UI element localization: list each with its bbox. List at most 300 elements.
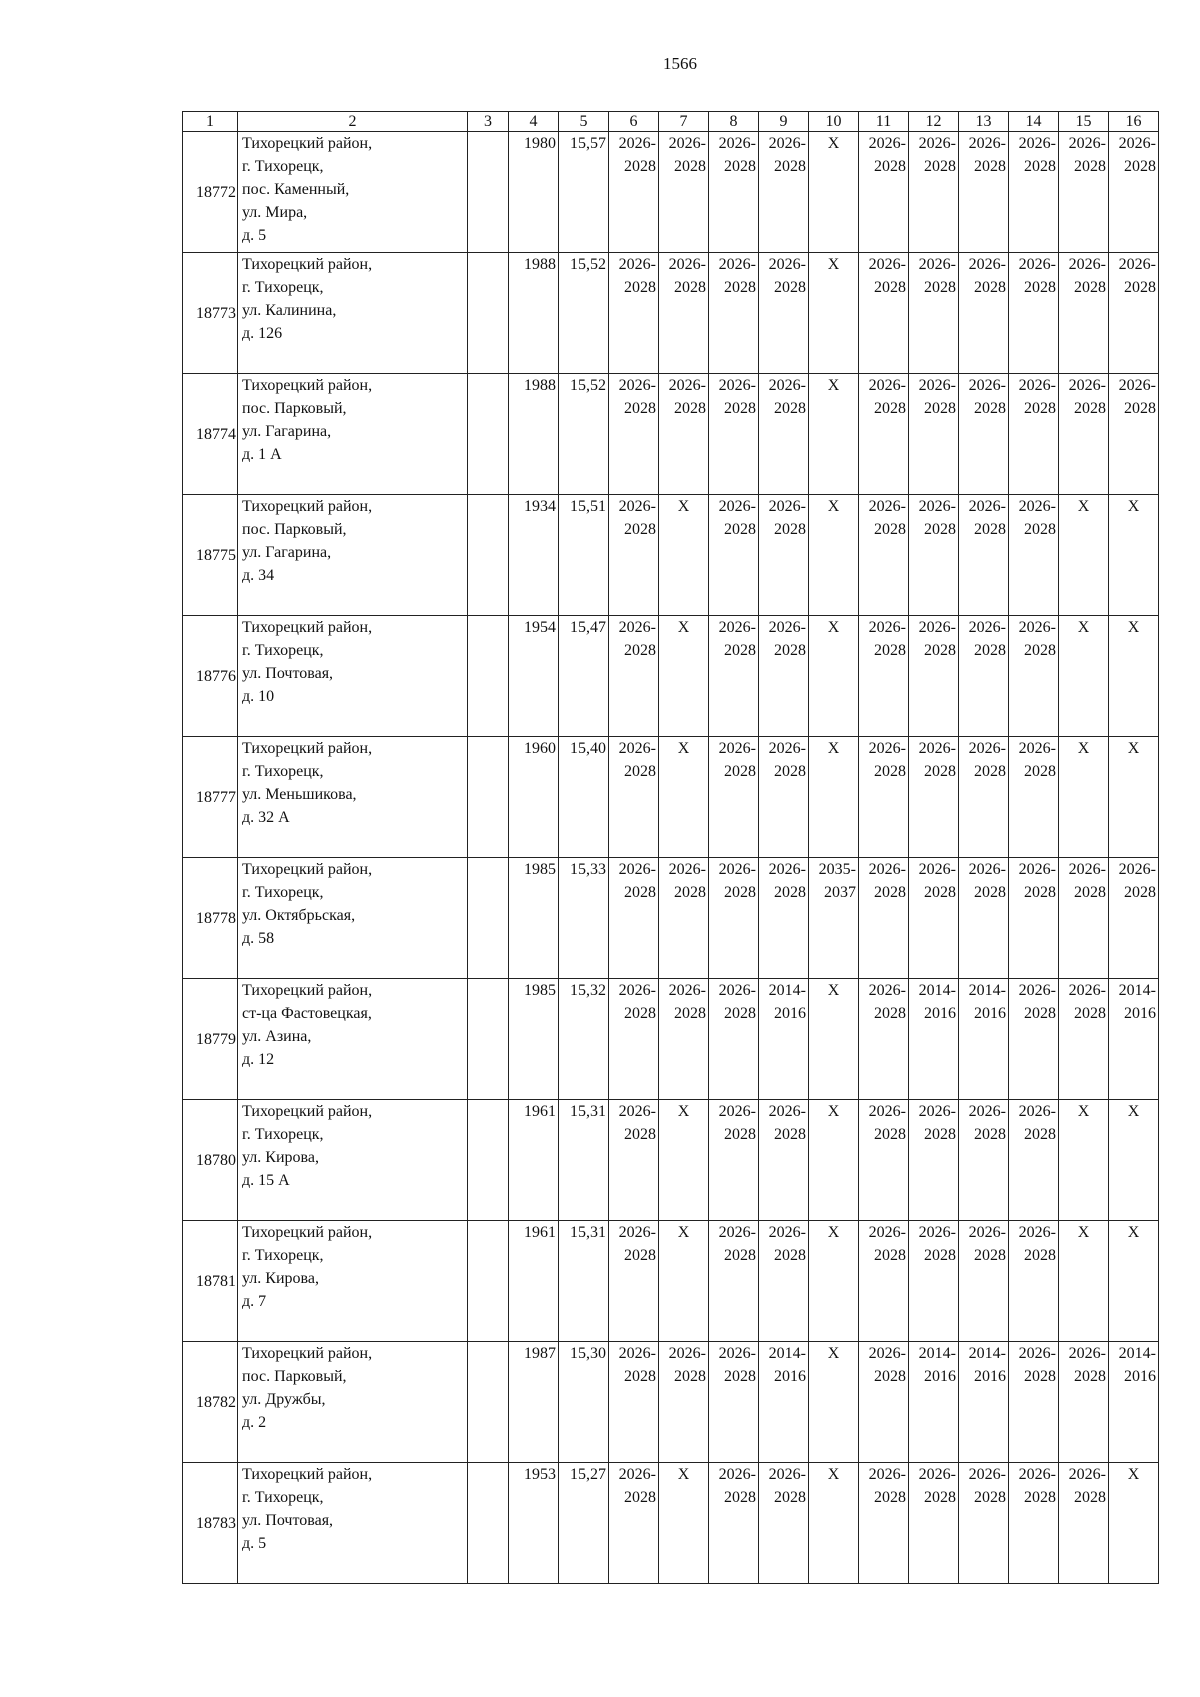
period-cell [659,1221,709,1342]
period-line: 2026- [1068,377,1106,394]
period-line: 2028 [974,400,1006,417]
address-line: ул. Почтовая, [242,1512,334,1529]
period-line: 2028 [1074,158,1106,175]
period-cell [709,1221,759,1342]
period-line: 2026- [918,619,956,636]
period-line: 2028 [1024,158,1056,175]
period-cell [659,1342,709,1463]
period-line: 2026- [618,135,656,152]
period-line: 2028 [1124,158,1156,175]
period-cell [609,1463,659,1584]
period-cell [759,979,809,1100]
period-line: 2026- [918,377,956,394]
period-line: X [677,619,690,636]
period-line: 2026- [768,740,806,757]
period-line: 2026- [718,1466,756,1483]
period-cell [1009,1100,1059,1221]
period-line: 2026- [618,1224,656,1241]
period-cell [909,616,959,737]
period-line: 2016 [1124,1005,1156,1022]
period-cell [859,616,909,737]
period-cell [759,1342,809,1463]
address-cell [238,374,468,495]
period-line: 2028 [924,642,956,659]
period-line: 2026- [1118,377,1156,394]
period-cell [759,616,809,737]
period-cell [909,858,959,979]
period-cell [1109,253,1159,374]
column-number-10: 10 [809,112,859,132]
period-cell [1059,858,1109,979]
period-line: 2026- [918,1466,956,1483]
period-line: X [1077,1103,1090,1120]
period-line: 2028 [724,1126,756,1143]
column-number-8: 8 [709,112,759,132]
period-line: 2028 [874,521,906,538]
period-cell [959,616,1009,737]
period-line: 2026- [868,256,906,273]
record-id: 18781 [183,1221,238,1342]
period-line: 2016 [974,1368,1006,1385]
period-cell [709,616,759,737]
address-line: Тихорецкий район, [242,1224,373,1241]
period-line: 2026- [868,982,906,999]
period-line: 2026- [1068,256,1106,273]
period-cell [709,1342,759,1463]
year-cell: 1985 [509,858,559,979]
period-line: 2026- [668,1345,706,1362]
address-line: д. 10 [242,688,275,705]
period-line: 2028 [924,1489,956,1506]
table-row [183,858,1159,979]
period-line: 2026- [768,1224,806,1241]
period-line: X [1077,740,1090,757]
period-line: 2026- [668,982,706,999]
period-cell [909,1342,959,1463]
period-line: 2014- [918,982,956,999]
period-line: 2028 [924,521,956,538]
period-line: 2028 [924,763,956,780]
address-line: д. 58 [242,930,275,947]
period-line: 2026- [968,740,1006,757]
address-line: ул. Дружбы, [242,1391,326,1408]
record-id: 18772 [183,132,238,253]
period-line: 2035- [818,861,856,878]
period-cell [809,253,859,374]
address-line: пос. Каменный, [242,181,350,198]
period-cell [1109,737,1159,858]
period-line: 2014- [1118,982,1156,999]
period-line: 2026- [868,1345,906,1362]
period-cell [1059,495,1109,616]
period-line: 2028 [774,884,806,901]
period-cell [859,1463,909,1584]
period-line: 2016 [974,1005,1006,1022]
period-line: 2028 [624,1126,656,1143]
period-line: 2026- [768,135,806,152]
period-cell [909,737,959,858]
value-cell: 15,27 [559,1463,609,1584]
period-line: 2028 [874,642,906,659]
period-line: 2028 [874,1005,906,1022]
period-cell [759,858,809,979]
address-line: д. 32 А [242,809,290,826]
period-line: 2028 [774,763,806,780]
period-line: 2026- [1068,861,1106,878]
value-cell: 15,31 [559,1100,609,1221]
period-line: X [1127,498,1140,515]
address-cell [238,1100,468,1221]
period-cell [909,495,959,616]
period-line: X [677,1224,690,1241]
period-cell [1009,253,1059,374]
period-line: 2028 [624,1489,656,1506]
period-cell [1009,616,1059,737]
address-line: д. 12 [242,1051,275,1068]
period-line: 2026- [868,135,906,152]
period-line: X [677,1466,690,1483]
period-cell [859,1100,909,1221]
period-line: 2028 [924,279,956,296]
record-id: 18775 [183,495,238,616]
address-line: ул. Почтовая, [242,665,334,682]
period-line: 2028 [1024,884,1056,901]
period-cell [809,374,859,495]
address-line: г. Тихорецк, [242,158,324,175]
period-line: 2028 [624,1247,656,1264]
value-cell: 15,47 [559,616,609,737]
period-line: 2028 [1124,279,1156,296]
period-cell [759,1463,809,1584]
period-line: 2028 [1024,400,1056,417]
column-3-cell [468,132,509,253]
period-line: 2028 [674,1005,706,1022]
column-3-cell [468,1221,509,1342]
period-line: 2026- [1018,1224,1056,1241]
period-cell [609,616,659,737]
period-line: 2028 [624,279,656,296]
address-line: пос. Парковый, [242,521,347,538]
address-line: д. 5 [242,227,267,244]
period-cell [1059,616,1109,737]
period-cell [1009,858,1059,979]
period-line: 2028 [624,1005,656,1022]
period-cell [659,495,709,616]
period-line: 2026- [718,619,756,636]
period-line: X [677,740,690,757]
period-line: 2026- [718,1103,756,1120]
period-cell [909,253,959,374]
period-line: 2028 [1024,763,1056,780]
period-line: 2026- [768,861,806,878]
period-cell [609,253,659,374]
period-line: X [1077,498,1090,515]
column-3-cell [468,1342,509,1463]
period-line: X [677,1103,690,1120]
period-line: 2028 [624,1368,656,1385]
year-cell: 1934 [509,495,559,616]
period-line: 2028 [774,158,806,175]
period-line: 2028 [874,884,906,901]
period-line: 2026- [618,619,656,636]
period-line: 2026- [968,1466,1006,1483]
period-line: 2028 [1074,1368,1106,1385]
period-cell [609,132,659,253]
period-line: 2026- [868,740,906,757]
record-id: 18782 [183,1342,238,1463]
address-line: ул. Калинина, [242,302,337,319]
period-line: 2026- [918,135,956,152]
period-line: 2028 [974,642,1006,659]
column-3-cell [468,374,509,495]
period-cell [859,374,909,495]
address-line: д. 2 [242,1414,267,1431]
table-row [183,253,1159,374]
period-line: 2026- [868,498,906,515]
table-row [183,979,1159,1100]
period-cell [659,616,709,737]
period-line: 2026- [1018,1345,1056,1362]
period-line: 2028 [974,1126,1006,1143]
period-cell [809,495,859,616]
period-line: 2026- [718,377,756,394]
period-line: 2014- [768,982,806,999]
period-line: 2028 [674,884,706,901]
address-line: ул. Кирова, [242,1149,319,1166]
year-cell: 1961 [509,1221,559,1342]
period-line: 2028 [724,400,756,417]
period-line: 2028 [924,400,956,417]
period-cell [1009,1342,1059,1463]
period-cell [809,132,859,253]
period-line: 2026- [618,982,656,999]
period-line: 2028 [724,158,756,175]
address-line: Тихорецкий район, [242,1103,373,1120]
period-cell [1109,132,1159,253]
period-line: 2014- [768,1345,806,1362]
period-cell [1059,737,1109,858]
period-cell [859,1221,909,1342]
period-cell [609,1221,659,1342]
period-line: 2026- [618,740,656,757]
period-line: 2026- [668,135,706,152]
column-3-cell [468,1100,509,1221]
column-number-13: 13 [959,112,1009,132]
period-line: X [1127,1103,1140,1120]
period-cell [1059,253,1109,374]
record-id: 18773 [183,253,238,374]
period-cell [759,1221,809,1342]
period-line: 2016 [924,1368,956,1385]
period-line: 2028 [1024,521,1056,538]
period-line: 2028 [1024,1005,1056,1022]
table-row [183,737,1159,858]
period-line: 2016 [1124,1368,1156,1385]
period-line: 2026- [868,861,906,878]
period-cell [1009,979,1059,1100]
period-line: 2026- [768,1466,806,1483]
column-number-15: 15 [1059,112,1109,132]
address-line: Тихорецкий район, [242,256,373,273]
period-line: 2014- [918,1345,956,1362]
address-line: ул. Азина, [242,1028,312,1045]
period-line: 2026- [768,619,806,636]
period-cell [959,495,1009,616]
column-3-cell [468,495,509,616]
period-cell [1059,132,1109,253]
period-cell [1009,132,1059,253]
address-cell [238,858,468,979]
period-line: 2026- [1018,1466,1056,1483]
period-line: X [827,982,840,999]
period-cell [1059,979,1109,1100]
period-line: 2026- [868,1466,906,1483]
period-line: 2028 [1124,884,1156,901]
address-line: ул. Мира, [242,204,308,221]
address-line: пос. Парковый, [242,400,347,417]
period-line: 2028 [674,400,706,417]
record-id: 18774 [183,374,238,495]
period-cell [959,737,1009,858]
period-cell [1009,1463,1059,1584]
period-cell [609,979,659,1100]
column-3-cell [468,616,509,737]
period-line: 2026- [718,256,756,273]
period-line: 2026- [1018,135,1056,152]
address-line: ул. Гагарина, [242,544,332,561]
address-line: Тихорецкий район, [242,982,373,999]
period-line: 2014- [968,982,1006,999]
period-line: 2026- [718,861,756,878]
table-row [183,616,1159,737]
period-line: 2028 [874,158,906,175]
period-cell [1109,616,1159,737]
table-row [183,1342,1159,1463]
value-cell: 15,52 [559,374,609,495]
column-number-14: 14 [1009,112,1059,132]
address-cell [238,1463,468,1584]
period-line: 2026- [918,1224,956,1241]
period-line: 2026- [968,861,1006,878]
period-line: 2026- [968,619,1006,636]
period-cell [1059,1100,1109,1221]
period-line: 2028 [624,884,656,901]
value-cell: 15,52 [559,253,609,374]
period-line: 2028 [774,400,806,417]
period-line: 2028 [724,279,756,296]
period-line: 2026- [668,256,706,273]
period-line: X [827,1224,840,1241]
period-cell [709,979,759,1100]
value-cell: 15,32 [559,979,609,1100]
year-cell: 1988 [509,374,559,495]
period-cell [909,374,959,495]
period-cell [959,1342,1009,1463]
address-line: Тихорецкий район, [242,135,373,152]
column-number-12: 12 [909,112,959,132]
period-cell [1059,1221,1109,1342]
period-line: 2026- [768,1103,806,1120]
address-line: пос. Парковый, [242,1368,347,1385]
year-cell: 1985 [509,979,559,1100]
period-cell [609,858,659,979]
column-3-cell [468,979,509,1100]
period-cell [1109,495,1159,616]
period-line: 2028 [1074,1489,1106,1506]
period-line: 2028 [1024,279,1056,296]
address-line: д. 7 [242,1293,267,1310]
period-cell [909,132,959,253]
period-cell [1009,374,1059,495]
period-line: 2028 [774,1126,806,1143]
period-line: 2026- [718,740,756,757]
period-line: 2026- [868,377,906,394]
period-line: X [827,619,840,636]
period-cell [809,1342,859,1463]
record-id: 18780 [183,1100,238,1221]
period-cell [809,1463,859,1584]
period-line: 2028 [974,521,1006,538]
period-line: 2028 [1074,400,1106,417]
period-line: 2028 [774,521,806,538]
period-line: 2028 [624,642,656,659]
address-line: д. 34 [242,567,275,584]
period-cell [659,1100,709,1221]
period-line: 2028 [874,279,906,296]
period-cell [1109,374,1159,495]
period-line: 2028 [924,1126,956,1143]
period-line: 2028 [624,763,656,780]
period-line: 2026- [1068,135,1106,152]
period-line: X [1127,1224,1140,1241]
period-line: 2028 [874,1247,906,1264]
period-line: X [827,1345,840,1362]
period-cell [759,1100,809,1221]
period-line: X [1127,1466,1140,1483]
period-cell [859,1342,909,1463]
period-cell [759,495,809,616]
period-line: 2026- [968,1224,1006,1241]
period-cell [659,979,709,1100]
period-line: 2026- [918,861,956,878]
period-line: 2028 [874,763,906,780]
period-cell [959,1100,1009,1221]
address-line: д. 1 А [242,446,282,463]
record-id: 18779 [183,979,238,1100]
address-line: г. Тихорецк, [242,1247,324,1264]
period-cell [809,1221,859,1342]
period-line: 2016 [774,1005,806,1022]
period-line: X [827,1466,840,1483]
period-cell [1109,1463,1159,1584]
period-line: 2028 [1024,1247,1056,1264]
period-cell [1109,858,1159,979]
period-line: 2028 [724,884,756,901]
period-line: 2028 [624,158,656,175]
period-line: 2026- [1018,377,1056,394]
value-cell: 15,57 [559,132,609,253]
period-line: 2026- [1018,740,1056,757]
address-line: Тихорецкий район, [242,740,373,757]
period-cell [659,132,709,253]
period-line: 2028 [1024,1489,1056,1506]
table-row [183,374,1159,495]
period-cell [609,495,659,616]
period-line: 2028 [774,279,806,296]
period-cell [659,858,709,979]
address-line: д. 126 [242,325,283,342]
period-cell [809,979,859,1100]
